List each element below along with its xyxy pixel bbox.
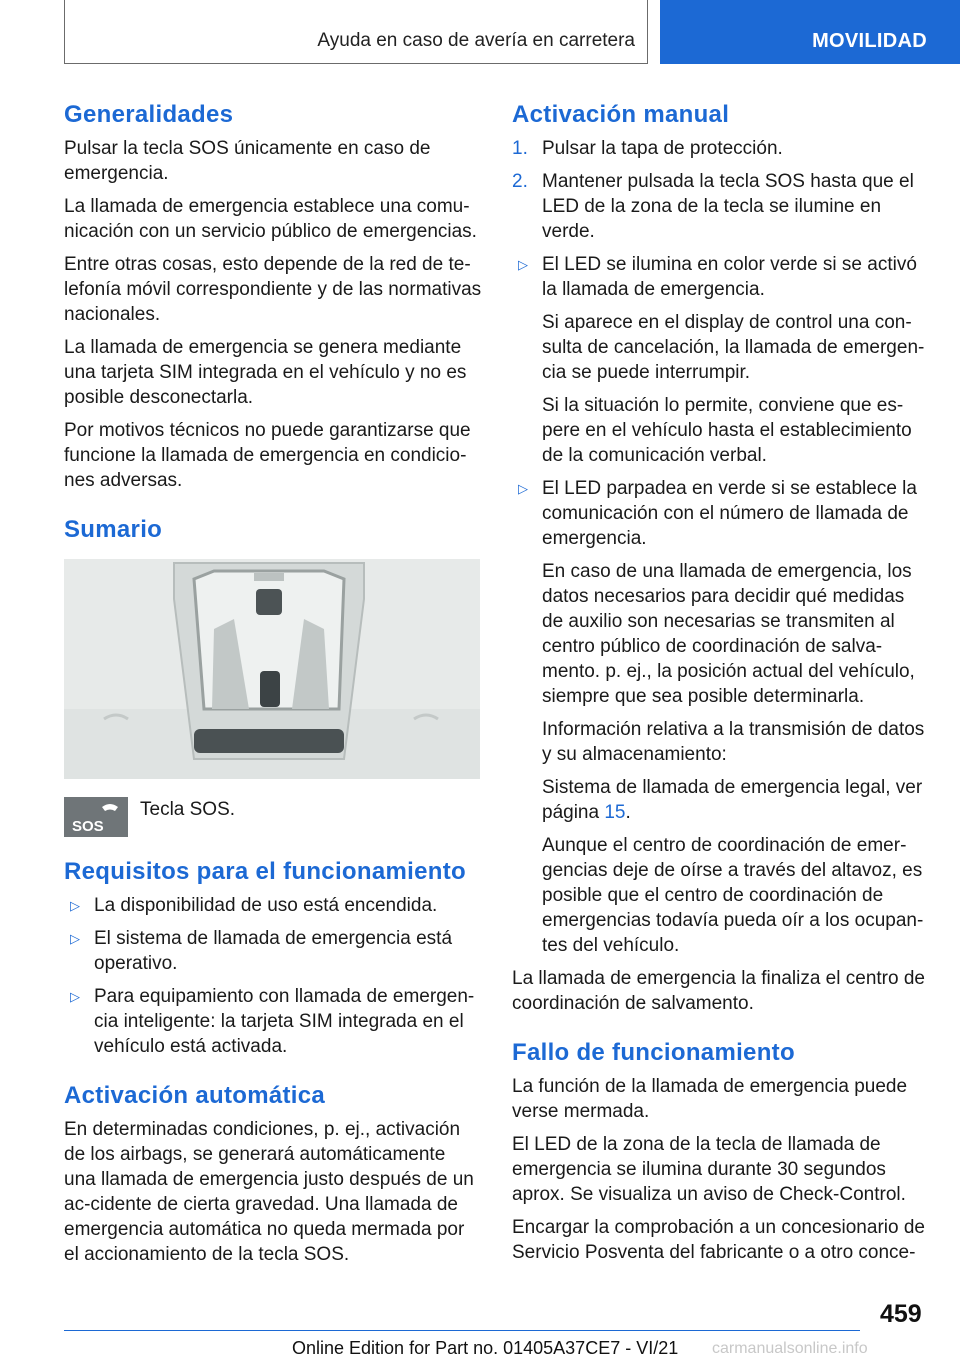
list-item: ▷ El sistema de llamada de emergencia está operativo. xyxy=(64,926,482,976)
triangle-bullet-icon: ▷ xyxy=(70,931,80,946)
header-chapter-tab[interactable] xyxy=(660,0,960,64)
heading-activacion-manual: Activación manual xyxy=(512,101,730,128)
paragraph: Sistema de llamada de emergencia legal, ver página 15. xyxy=(542,777,923,823)
numbered-step: 2. Mantener pulsada la tecla SOS hasta que el LED de la zona de la tecla se ilumine en verde. xyxy=(512,171,914,242)
paragraph: La llamada de emergencia establece una comu‐nicación con un servicio público de emergencias. xyxy=(64,196,477,242)
overhead-console-image xyxy=(64,559,480,779)
page-number: 459 xyxy=(880,1300,922,1328)
paragraph: Pulsar la tecla SOS únicamente en caso de emergencia. xyxy=(64,138,431,184)
paragraph: Por motivos técnicos no puede garantizarse que funcione la llamada de emergencia en condicio‐nes adversas. xyxy=(64,420,471,491)
list-item: ▷ El LED se ilumina en color verde si se activó la llamada de emergencia. xyxy=(512,252,930,302)
footer-edition: Online Edition for Part no. 01405A37CE7 - VI/21 xyxy=(292,1338,679,1358)
sos-key-icon xyxy=(64,797,128,837)
paragraph: En determinadas condiciones, p. ej., activación de los airbags, se generará automáticamente una llamada de emergencia justo después de un ac‐cidente de cierta gravedad. Una llamada de emergencia automática no queda mermada por el accionamiento de la tecla SOS. xyxy=(64,1119,474,1265)
triangle-bullet-icon: ▷ xyxy=(70,989,80,1004)
sos-icon-text: SOS xyxy=(72,818,104,835)
heading-activacion-automatica: Activación automática xyxy=(64,1082,326,1109)
sos-key-caption: Tecla SOS. xyxy=(140,799,236,820)
paragraph: En caso de una llamada de emergencia, los datos necesarios para decidir qué medidas de auxilio son necesarias se transmiten al centro público de coordinación de salva‐mento. p. ej., la posición actual del vehículo, siempre que sea posible determinarla. xyxy=(542,561,915,707)
header-section-title: Ayuda en caso de avería en carretera xyxy=(317,30,635,51)
list-item: ▷ Para equipamiento con llamada de emergen‐cia inteligente: la tarjeta SIM integrada en el vehículo está activada. xyxy=(64,984,482,1059)
triangle-bullet-icon: ▷ xyxy=(518,481,528,496)
watermark: carmanualsonline.info xyxy=(712,1340,868,1357)
paragraph: La llamada de emergencia se genera mediante una tarjeta SIM integrada en el vehículo y no es posible desconectarla. xyxy=(64,337,467,408)
footer-divider xyxy=(64,1330,860,1331)
paragraph: La llamada de emergencia la finaliza el centro de coordinación de salvamento. xyxy=(512,968,925,1014)
paragraph: El LED de la zona de la tecla de llamada de emergencia se ilumina durante 30 segundos aprox. Se visualiza un aviso de Check-Control. xyxy=(512,1134,906,1205)
triangle-bullet-icon: ▷ xyxy=(518,257,528,272)
numbered-step: 1. Pulsar la tapa de protección. xyxy=(512,138,783,159)
left-column xyxy=(64,100,482,1275)
chapter-tab-label: MOVILIDAD xyxy=(812,30,927,52)
paragraph: Información relativa a la transmisión de datos y su almacenamiento: xyxy=(542,719,925,765)
page-link[interactable]: 15 xyxy=(604,802,626,823)
triangle-bullet-icon: ▷ xyxy=(70,898,80,913)
right-column xyxy=(512,100,930,1273)
header-section-box xyxy=(64,0,648,64)
sos-key-legend xyxy=(64,797,482,837)
heading-requisitos: Requisitos para el funcionamiento xyxy=(64,858,466,885)
heading-sumario: Sumario xyxy=(64,516,163,543)
list-item: ▷ La disponibilidad de uso está encendida. xyxy=(64,893,482,918)
paragraph: Si la situación lo permite, conviene que es‐pere en el vehículo hasta el establecimiento de la comunicación verbal. xyxy=(542,395,912,466)
phone-icon xyxy=(64,797,128,837)
paragraph: Entre otras cosas, esto depende de la red de te‐lefonía móvil correspondiente y de las normativas nacionales. xyxy=(64,254,482,325)
heading-fallo: Fallo de funcionamiento xyxy=(512,1039,795,1066)
paragraph: La función de la llamada de emergencia puede verse mermada. xyxy=(512,1076,908,1122)
paragraph: Encargar la comprobación a un concesionario de Servicio Posventa del fabricante o a otro conce‐ xyxy=(512,1217,925,1263)
paragraph: Si aparece en el display de control una con‐sulta de cancelación, la llamada de emergen‐cia se puede interrumpir. xyxy=(542,312,925,383)
heading-generalidades: Generalidades xyxy=(64,101,234,128)
list-item: ▷ El LED parpadea en verde si se establece la comunicación con el número de llamada de emergencia. xyxy=(512,476,930,551)
paragraph: Aunque el centro de coordinación de emer‐gencias deje de oírse a través del altavoz, es posible que el centro de coordinación de emergencias todavía pueda oír a los ocupan‐tes del vehículo. xyxy=(542,835,924,956)
